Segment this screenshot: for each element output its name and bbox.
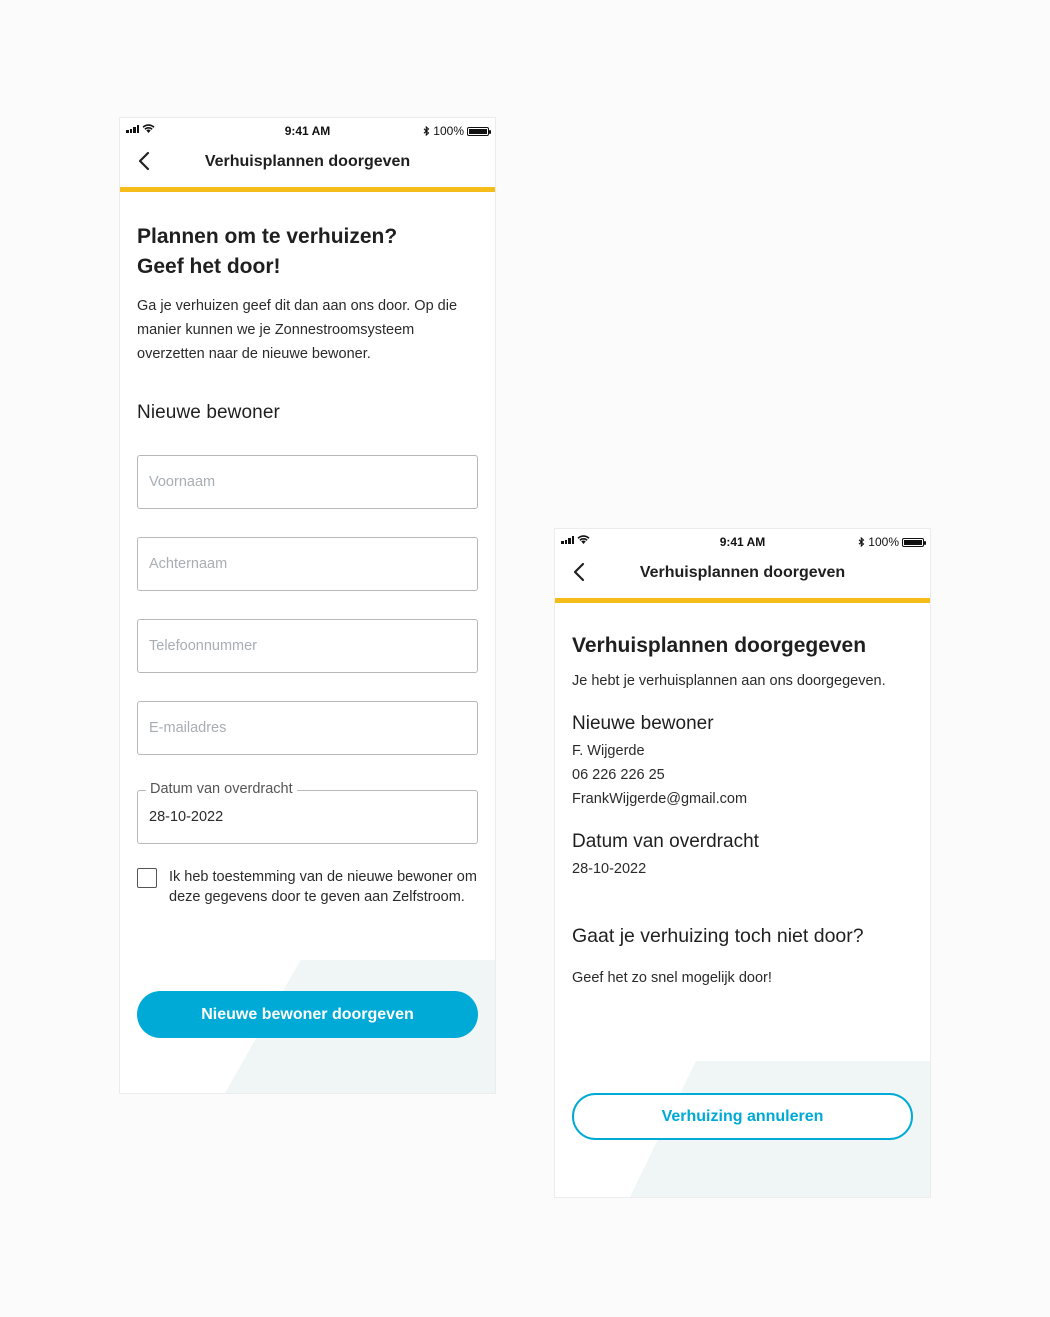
confirmation-text: Je hebt je verhuisplannen aan ons doorgegeven. [572,673,886,689]
consent-checkbox[interactable] [137,868,157,888]
email-field [137,701,478,755]
consent-row [137,867,478,907]
resident-phone: 06 226 226 25 [572,767,665,783]
page-heading-line-2: Geef het door! [137,255,281,278]
first-name-input[interactable] [138,456,477,508]
page-heading-line-1: Plannen om te verhuizen? [137,225,398,248]
nav-title: Verhuisplannen doorgeven [639,564,846,581]
battery-icon [467,127,489,136]
status-time: 9:41 AM [284,124,331,138]
nav-title: Verhuisplannen doorgeven [204,153,411,170]
transfer-date-value: 28-10-2022 [572,861,647,877]
move-confirmation-screen [555,529,930,1197]
transfer-date-input[interactable] [138,791,477,843]
status-bar [120,118,495,142]
cancel-heading: Gaat je verhuizing toch niet door? [572,925,864,947]
phone-field [137,619,478,673]
last-name-field [137,537,478,591]
battery-icon [902,538,924,547]
move-form-screen [120,118,495,1093]
status-time: 9:41 AM [719,535,766,549]
last-name-input[interactable] [138,538,477,590]
cancel-text: Geef het zo snel mogelijk door! [572,970,772,986]
resident-email: FrankWijgerde@gmail.com [572,791,748,807]
resident-name: F. Wijgerde [572,743,645,759]
first-name-field [137,455,478,509]
battery-percent: 100% [868,535,899,549]
consent-text: Ik heb toestemming van de nieuwe bewoner om deze gegevens door te geven aan Zelfstroom. [169,869,477,905]
bluetooth-icon [858,537,865,547]
section-title-new-resident: Nieuwe bewoner [137,402,280,423]
transfer-date-field [137,781,478,844]
new-resident-title: Nieuwe bewoner [572,713,714,734]
transfer-date-title: Datum van overdracht [572,831,759,852]
submit-new-resident-button[interactable]: Nieuwe bewoner doorgeven [137,991,478,1038]
intro-text: Ga je verhuizen geef dit dan aan ons door. Op die manier kunnen we je Zonnestroomsysteem overzetten naar de nieuwe bewoner. [137,298,458,362]
phone-input[interactable] [138,620,477,672]
status-bar [555,529,930,553]
bluetooth-icon [423,126,430,136]
nav-bar [120,142,495,192]
nav-bar [555,553,930,603]
transfer-date-label: Datum van overdracht [146,781,297,797]
confirmation-heading: Verhuisplannen doorgegeven [572,634,867,657]
battery-percent: 100% [433,124,464,138]
email-input[interactable] [138,702,477,754]
cancel-move-button[interactable]: Verhuizing annuleren [572,1093,913,1140]
page-heading [137,222,478,282]
